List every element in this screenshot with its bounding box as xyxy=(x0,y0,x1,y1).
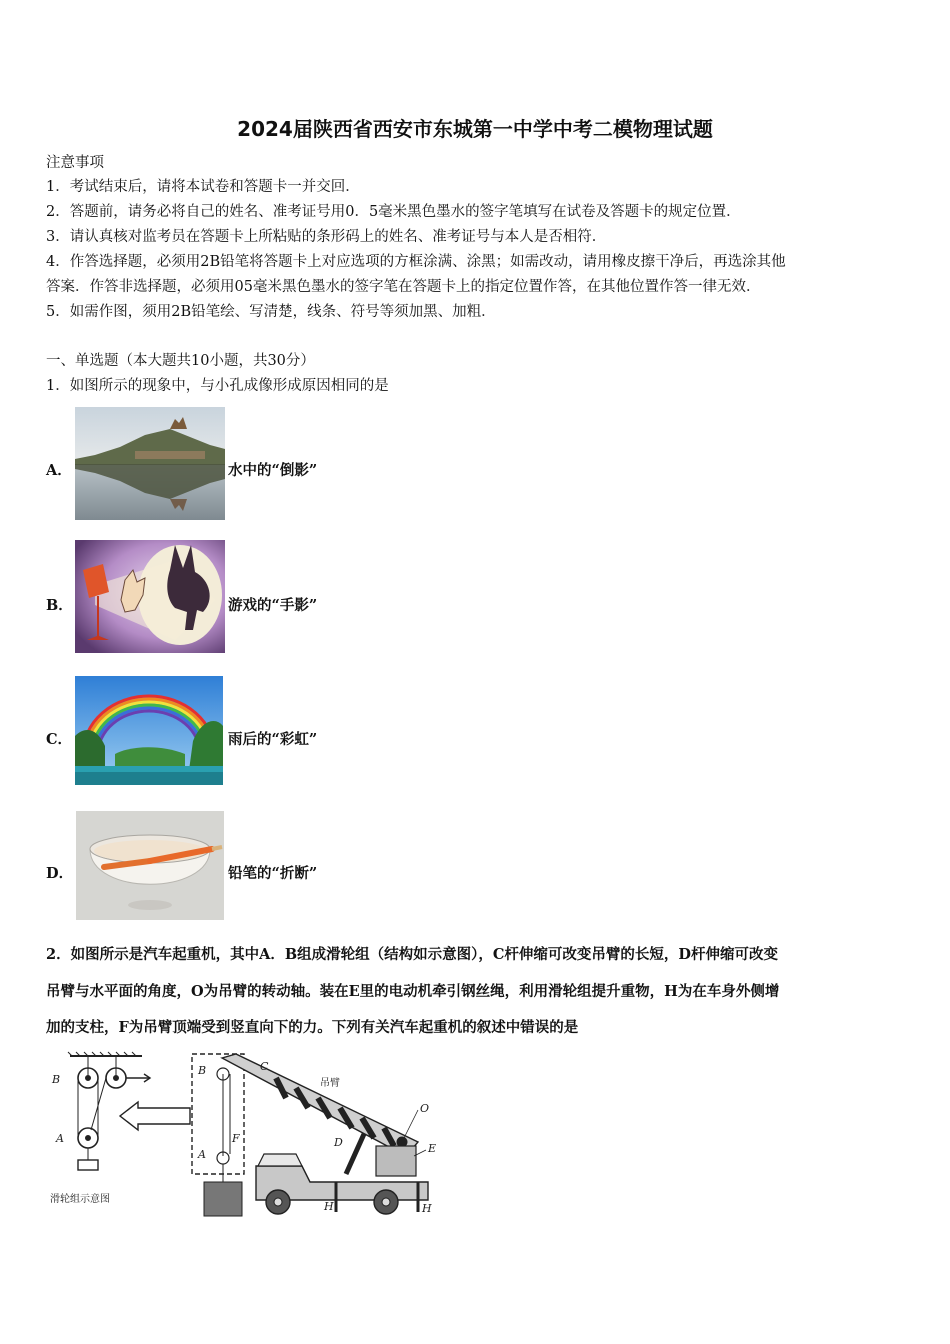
option-d-letter: D． xyxy=(46,865,74,882)
option-b-text: 游戏的“手影” xyxy=(228,597,318,614)
crane-figure xyxy=(46,1050,442,1222)
notice-item: 答案．作答非选择题，必须用05毫米黑色墨水的签字笔在答题卡上的指定位置作答，在其他位置作答一律无效． xyxy=(46,279,761,295)
figure-label: A xyxy=(56,1132,64,1145)
notice-heading: 注意事项 xyxy=(46,155,104,171)
option-a-text: 水中的“倒影” xyxy=(228,462,318,479)
figure-label: B xyxy=(198,1064,207,1077)
figure-label: A xyxy=(198,1148,206,1161)
question-1-stem: 1．如图所示的现象中，与小孔成像形成原因相同的是 xyxy=(46,378,389,394)
notice-item: 2．答题前，请务必将自己的姓名、准考证号用0．5毫米黑色墨水的签字笔填写在试卷及答题卡的规定位置． xyxy=(46,204,741,220)
option-b-letter: B． xyxy=(46,597,73,614)
figure-caption: 滑轮组示意图 xyxy=(50,1194,110,1205)
pencil-in-water-photo xyxy=(76,811,224,920)
question-2-line: 加的支柱，F为吊臂顶端受到竖直向下的力。下列有关汽车起重机的叙述中错误的是 xyxy=(46,1019,579,1036)
figure-label: H xyxy=(324,1200,334,1213)
notice-item: 1．考试结束后，请将本试卷和答题卡一并交回． xyxy=(46,179,360,195)
figure-label: B xyxy=(52,1073,61,1086)
option-c-text: 雨后的“彩虹” xyxy=(228,731,318,748)
page-title: 2024届陕西省西安市东城第一中学中考二模物理试题 xyxy=(237,117,713,141)
reflection-photo xyxy=(75,407,225,520)
figure-label: F xyxy=(232,1132,240,1145)
question-2-line: 吊臂与水平面的角度，O为吊臂的转动轴。装在E里的电动机牵引钢丝绳，利用滑轮组提升重物，H为在车身外侧增 xyxy=(46,983,780,1000)
hand-shadow-picture xyxy=(75,540,225,653)
question-2-line: 2．如图所示是汽车起重机，其中A．B组成滑轮组（结构如示意图），C杆伸缩可改变吊臂的长短，D杆伸缩可改变 xyxy=(46,946,778,963)
notice-item: 4．作答选择题，必须用2B铅笔将答题卡上对应选项的方框涂满、涂黑；如需改动，请用橡皮擦干净后，再选涂其他 xyxy=(46,254,786,270)
figure-label: E xyxy=(428,1142,437,1155)
boom-label-text: 吊臂 xyxy=(320,1078,340,1089)
option-d-text: 铅笔的“折断” xyxy=(228,865,318,882)
notice-item: 3．请认真核对监考员在答题卡上所粘贴的条形码上的姓名、准考证号与本人是否相符． xyxy=(46,229,607,245)
option-c-letter: C． xyxy=(46,731,73,748)
section-heading: 一、单选题（本大题共10小题，共30分） xyxy=(46,353,315,369)
notice-item: 5．如需作图，须用2B铅笔绘、写清楚，线条、符号等须加黑、加粗． xyxy=(46,304,496,320)
figure-label: D xyxy=(334,1136,343,1149)
figure-label: H xyxy=(422,1202,432,1215)
figure-label: C xyxy=(260,1060,269,1073)
figure-label: O xyxy=(420,1102,430,1115)
rainbow-photo xyxy=(75,676,223,785)
option-a-letter: A． xyxy=(46,462,72,479)
